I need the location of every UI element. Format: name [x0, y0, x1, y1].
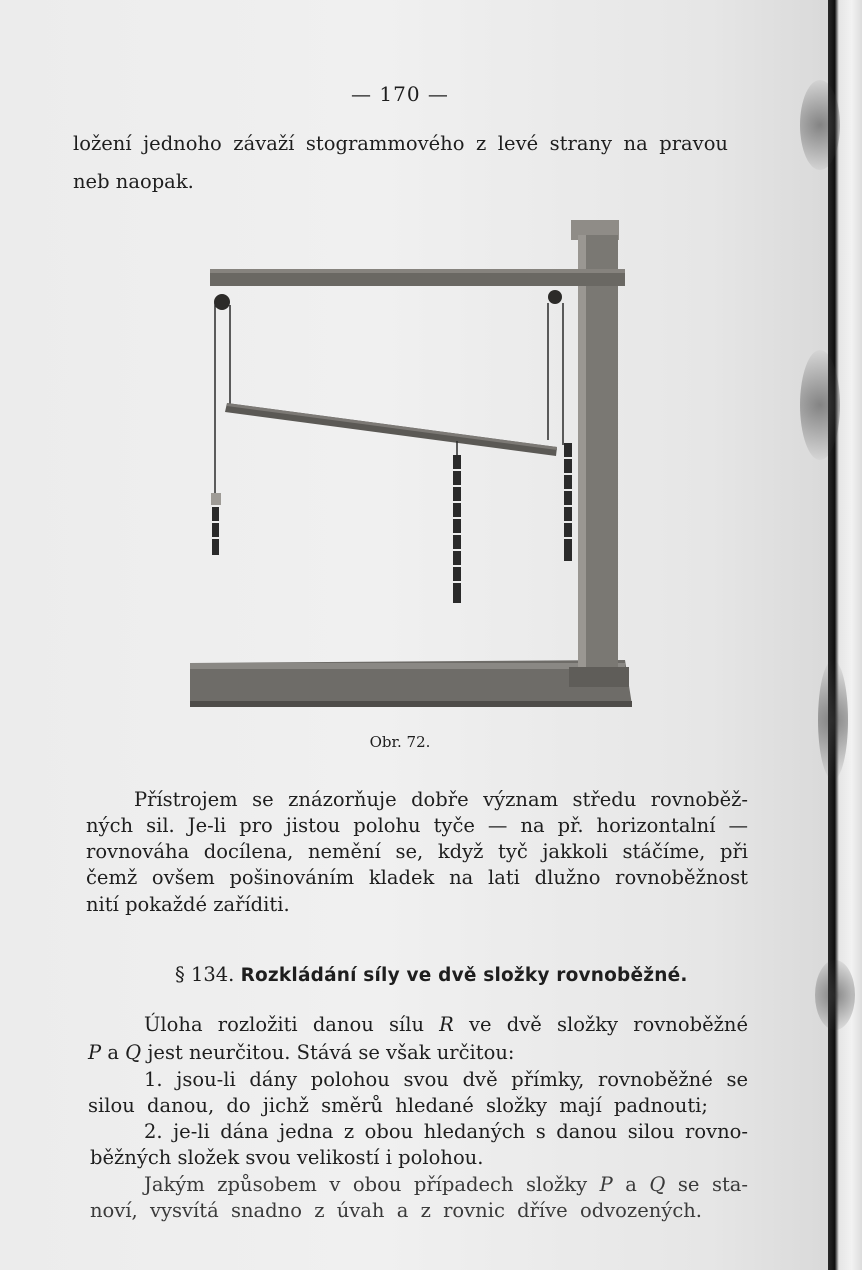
symbol-R: R — [439, 1013, 454, 1036]
text-line: neb naopak. — [73, 170, 194, 193]
symbol-Q: Q — [125, 1041, 142, 1064]
text-line: běžných složek svou velikostí i polohou. — [90, 1146, 484, 1169]
text-line: silou danou, do jichž směrů hledané složky mají padnouti; — [88, 1094, 708, 1117]
text-line — [88, 1041, 514, 1064]
symbol-P: P — [599, 1173, 613, 1196]
symbol-P: P — [88, 1041, 102, 1064]
text-span: ve dvě složky rovnoběžné — [453, 1013, 748, 1036]
page-edge — [828, 0, 862, 1270]
text-span: a — [101, 1041, 126, 1064]
text-span: jest neurčitou. Stává se však určitou: — [141, 1041, 515, 1064]
text-span: se sta- — [665, 1173, 748, 1196]
text-line — [144, 1173, 748, 1196]
symbol-Q: Q — [649, 1173, 666, 1196]
text-span: a — [612, 1173, 650, 1196]
text-line: ložení jednoho závaží stogrammového z levé strany na pravou — [73, 132, 728, 155]
text-line: Přístrojem se znázorňuje dobře význam středu rovnoběž- — [134, 788, 748, 811]
section-number: § 134. — [175, 963, 235, 986]
text-span: Úloha rozložiti danou sílu — [144, 1013, 440, 1036]
pulley-left — [214, 294, 230, 310]
section-title: Rozkládání síly ve dvě složky rovnoběžné. — [240, 965, 688, 986]
section-heading — [175, 963, 688, 986]
page-number: — 170 — — [351, 82, 449, 106]
stain — [815, 960, 855, 1030]
text-line: čemž ovšem pošinováním kladek na lati dlužno rovnoběžnost — [86, 866, 748, 889]
text-line: nití pokaždé zaříditi. — [86, 893, 290, 916]
text-line: 1. jsou-li dány polohou svou dvě přímky, rovnoběžné se — [144, 1068, 748, 1091]
figure-apparatus — [185, 215, 635, 715]
pulley-right — [548, 290, 562, 304]
figure-caption: Obr. 72. — [369, 733, 431, 751]
text-span: Jakým způsobem v obou případech složky — [144, 1173, 600, 1196]
text-line: rovnováha docílena, nemění se, když tyč jakkoli stáčíme, při — [86, 840, 748, 863]
text-line: 2. je-li dána jedna z obou hledaných s danou silou rovno- — [144, 1120, 748, 1143]
text-line — [144, 1013, 748, 1036]
stain — [800, 350, 840, 460]
stain — [800, 80, 840, 170]
text-line: noví, vysvítá snadno z úvah a z rovnic dříve odvozených. — [90, 1199, 702, 1222]
stain — [818, 660, 848, 780]
text-line: ných sil. Je-li pro jistou polohu tyče — na př. horizontalní — — [86, 814, 748, 837]
